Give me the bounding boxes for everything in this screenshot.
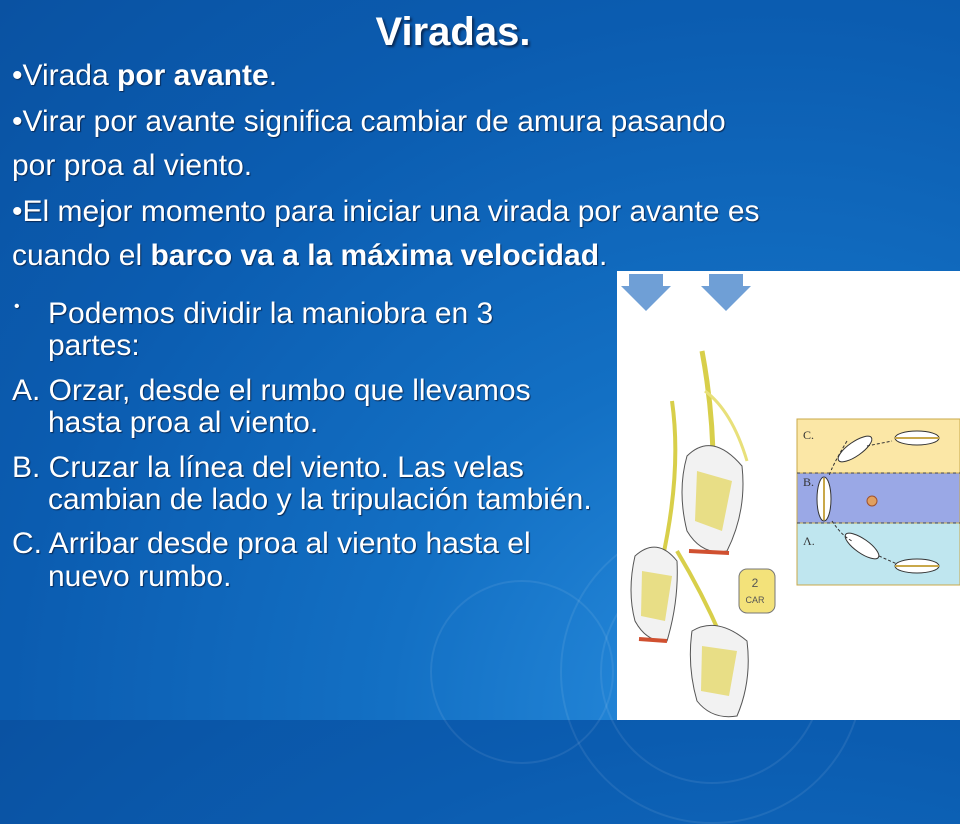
bullet-virada-por-avante: •Virada por avante. <box>12 59 278 92</box>
sailboat-middle-icon <box>631 401 677 641</box>
bullet-best-moment-line1: •El mejor momento para iniciar una virada por avante es <box>12 195 760 228</box>
phase-label-b: B. <box>803 475 815 489</box>
diagram-boat-icon <box>817 477 831 521</box>
bullet-icon: • <box>14 298 20 315</box>
svg-text:CAR: CAR <box>745 595 765 605</box>
bullet-definition-line2: por proa al viento. <box>12 149 253 182</box>
svg-text:2: 2 <box>751 576 759 590</box>
phase-diagram <box>797 419 960 585</box>
wind-arrow-icon <box>621 274 671 311</box>
bullet-best-moment-line2: cuando el barco va a la máxima velocidad. <box>12 239 608 272</box>
tacking-drawing <box>617 271 960 720</box>
sailboat-lower-icon <box>677 551 748 717</box>
bullet-definition-line1: •Virar por avante significa cambiar de amura pasando <box>12 105 726 138</box>
slide-title: Viradas. <box>375 10 531 54</box>
background-swirl <box>430 580 614 764</box>
mark-buoy-icon <box>867 496 877 506</box>
wind-arrow-icon <box>701 274 751 311</box>
list-intro <box>12 298 592 363</box>
sailboat-upper-icon <box>682 351 747 553</box>
diagram-boat-icon <box>895 431 939 445</box>
phase-label-a: Λ. <box>803 534 815 548</box>
tacking-illustration <box>617 271 960 720</box>
maneuver-list <box>12 298 612 593</box>
list-item-a: A. Orzar, desde el rumbo que llevamos hasta proa al viento. <box>12 373 531 440</box>
diagram-boat-icon <box>895 559 939 573</box>
phase-label-c: C. <box>803 428 815 442</box>
list-intro-text: Podemos dividir la maniobra en 3 partes: <box>48 297 494 363</box>
list-item-b: B. Cruzar la línea del viento. Las velas cambian de lado y la tripulación también. <box>12 450 592 516</box>
list-item-c: C. Arribar desde proa al viento hasta el nuevo rumbo. <box>12 527 531 593</box>
buoy-icon <box>739 569 775 613</box>
